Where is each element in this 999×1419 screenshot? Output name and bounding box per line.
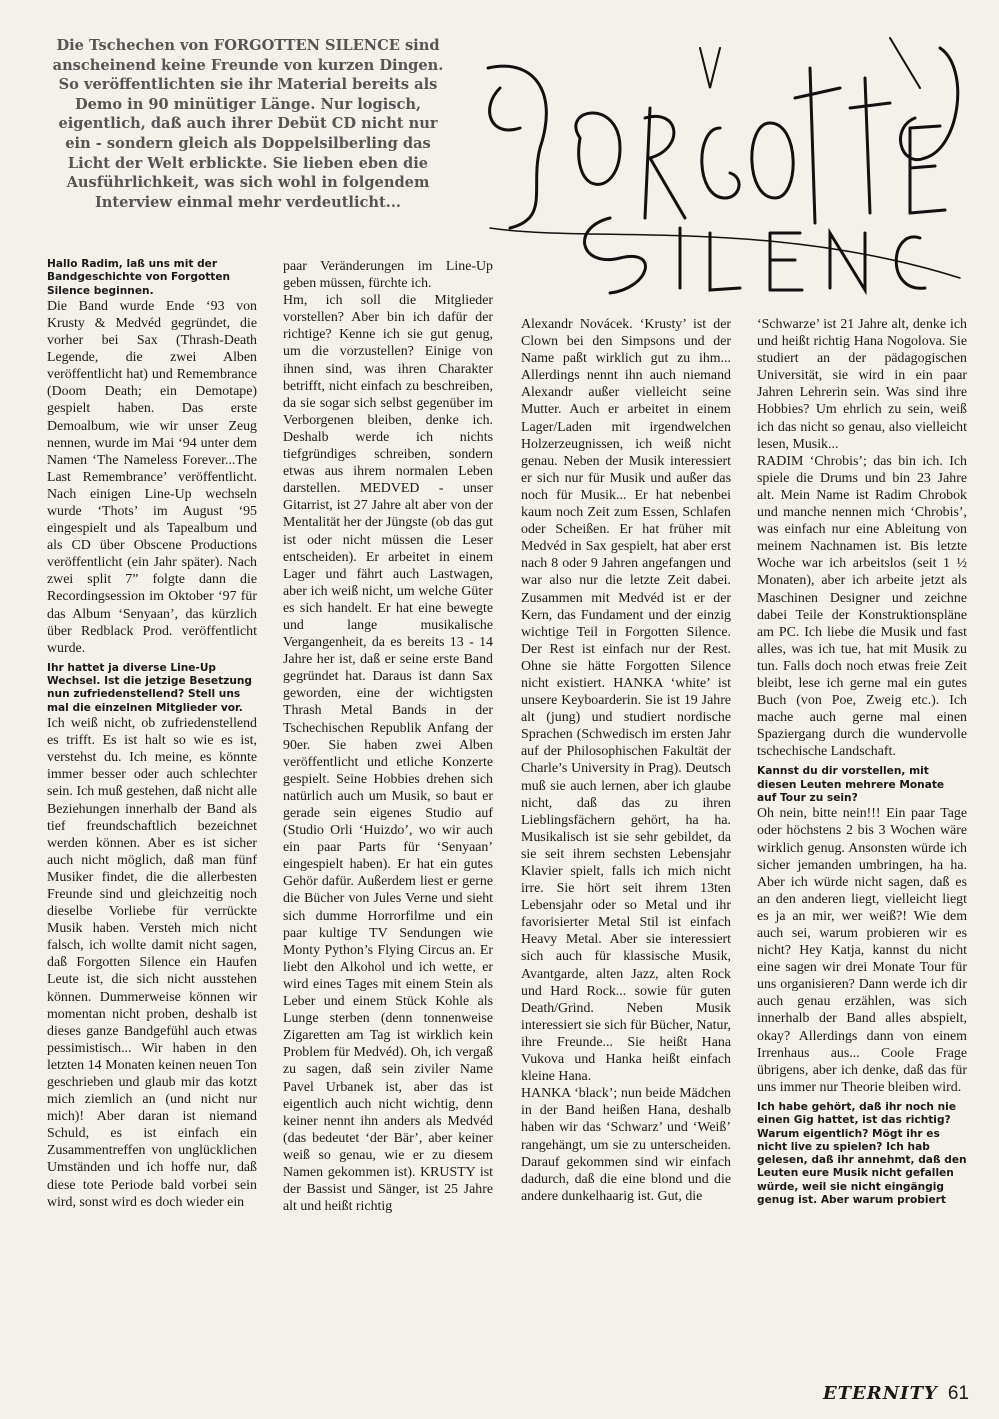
article-column-2	[283, 258, 493, 1378]
interview-question: Hallo Radim, laß uns mit der Bandgeschichte von Forgotten Silence beginnen.	[47, 258, 231, 297]
interview-answer: Alexandr Novácek. ‘Krusty’ ist der Clown bei den Simpsons und der Name paßt wirklich gut zu ihm... Allerdings nennt ihn auch niemand Alexandr außer vielleicht seine Mutter. Auch er arbeitet in einem Lager/Laden mit irgendwelchen Holzerzeugnissen, ich weiß nicht genau. Neben der Musik interessiert er sich nur für Musik und außer das noch für Musik... Er hat nebenbei kaum noch Zeit zum Essen, Schlafen oder Scheißen. Er hat früher mit Medvéd in Sax gespielt, hat aber erst nach 8 oder 9 Jahren angefangen und war also nur die letzte Zeit dabei. Zusammen mit Medvéd ist er der Kern, das Fundament und der einzig wichtige Teil in Forgotten Silence. Der Rest ist einfach nur der Rest. Ohne sie hätte Forgotten Silence nicht existiert. HANKA ‘white’ ist unsere Keyboarderin. Sie ist 19 Jahre alt (jung) und studiert nordische Sprachen (Schwedisch im ersten Jahr auf der Philosophischen Fakultät der Charle’s University in Prag). Deutsch muß sie auch lernen, aber ich glaube nicht, daß das zu ihren Lieblingsfächern gehört, ha ha. Musikalisch ist sie sehr gebildet, da sie seit ihrem sechsten Lebensjahr Klavier spielt, falls ich mich nicht irre. Sie hört seit ihrem 13ten Lebensjahr oder so Metal und ihr favorisierter Metal Stil ist einfach Heavy Metal. Aber sie interessiert sich auch für klassische Musik, Avantgarde, alten Jazz, alten Rock und Hard Rock... sowie für guten Death/Grind. Neben Musik interessiert sie sich für Bücher, Natur, ihre Freunde... Sie heißt Hana Vukova und Hanka heißt einfach kleine Hana.	[521, 317, 731, 1085]
intro-text: Die Tschechen von FORGOTTEN SILENCE sind anscheinend keine Freunde von kurzen Dingen. So veröffentlichten sie ihr Material bereits als Demo in 90 minütiger Länge. Nur logisch, eigentlich, daß auch ihrer Debüt CD nicht nur ein - sondern gleich als Doppelsilberling das Licht der Welt erblickte. Sie lieben eben die Ausführlichkeit, was sich wohl in folgendem Interview einmal mehr verdeutlicht...	[52, 37, 444, 211]
article-column-3	[521, 316, 731, 1378]
page-footer	[823, 1383, 969, 1405]
magazine-brand: ETERNITY	[822, 1383, 938, 1404]
interview-question: Ihr hattet ja diverse Line-Up Wechsel. Ist die jetzige Besetzung nun zufriedenstellend? Stell uns mal die einzelnen Mitglieder vor.	[47, 661, 253, 714]
interview-answer: Die Band wurde Ende ‘93 von Krusty & Medvéd gegründet, die vorher bei Sax (Thrash-Death Legende, die zwei Alben veröffentlicht hat) und Remembrance (Doom Death; ein Demotape) gespielt haben. Das erste Demoalbum, wie wir unser Zeug nennen, wurde im Mai ‘94 unter dem Namen ‘The Nameless Forever...The Last Remembrance’ veröffentlicht. Nach einigen Line-Up wechseln wurde ‘Thots’ im August ‘95 eingespielt und als Tapealbum und als CD über Obscene Productions veröffentlicht (ein Jahr später). Nach zwei split 7” folgte dann die Recordingsession im Oktober ‘97 für das Album ‘Senyaan’, das kürzlich über Redblack Prod. veröffentlicht wurde.	[47, 298, 257, 656]
page-number: 61	[947, 1383, 969, 1404]
logo-text: Forgotten Silence	[720, 178, 728, 179]
interview-answer: RADIM ‘Chrobis’; das bin ich. Ich spiele die Drums und bin 23 Jahre alt. Mein Name ist Radim Chrobok und manche nennen mich ‘Chrobis’, was einfach nur eine Ableitung von meinem Nachnamen ist. Bis letzte Woche war ich arbeitslos (seit 1 ½ Monaten), aber ich arbeite jetzt als Maschinen Designer und zeichne dabei Teile der Konstruktionspläne am PC. Ich liebe die Musik und fast alles, was ich tue, hat mit Musik zu tun. Falls doch noch etwas freie Zeit bleibt, lese ich gerne mal ein gutes Buch (von Poe, Zweig etc.). Ich mache auch gerne mal einen Spaziergang durch die wundervolle tschechische Landschaft.	[757, 453, 967, 760]
interview-question: Ich habe gehört, daß ihr noch nie einen Gig hattet, ist das richtig? Warum eigentlich? Mögt ihr es nicht live zu spielen? Ich hab gelesen, daß ihr annehmt, daß den Leuten eure Musik nicht gefallen würde, weil sie nicht eingängig genug ist. Aber warum probiert	[757, 1100, 967, 1206]
interview-answer: ‘Schwarze’ ist 21 Jahre alt, denke ich und heißt richtig Hana Nogolova. Sie studiert an der pädagogischen Universität, sie wird in ein paar Jahren Lehrerin sein. Was sind ihre Hobbies? Um ehrlich zu sein, weiß ich das nicht so genau, also vielleicht lesen, Musik...	[757, 317, 967, 452]
band-logo	[470, 28, 978, 313]
interview-answer: Hm, ich soll die Mitglieder vorstellen? Aber bin ich dafür der richtige? Kenne ich sie gut genug, um die vorzustellen? Einige von ihnen sind, was ihren Charakter betrifft, nicht einfach zu beschreiben, da sie sogar sich selbst gegenüber im Verborgenen bleiben, denke ich. Deshalb werde ich nichts tiefgründiges schreiben, sondern etwas aus ihrem normalen Leben darstellen. MEDVED - unser Gitarrist, ist 27 Jahre alt aber von der Mentalität her der Jüngste (ob das gut ist oder nicht müssen die Leser entscheiden). Er arbeitet in einem Lager und fährt auch Lastwagen, aber ich weiß nicht, um welche Güter es sich handelt. Er hat eine bewegte und lange musikalische Vergangenheit, da es bereits 13 - 14 Jahre her ist, daß er seine erste Band gegründet hat. Daraus ist dann Sax geworden, eine der wichtigsten Thrash Metal Bands in der Tschechischen Republik Anfang der 90er. Sie haben zwei Alben veröffentlicht und etliche Konzerte gespielt. Seine Hobbies drehen sich natürlich auch um Musik, so baut er gerade sein eigenes Studio auf (Studio Orli ‘Huizdo’, wo wir auch ein paar Parts für ‘Senyaan’ eingespielt haben). Er hat ein gutes Gehör dafür. Außerdem liest er gerne die Bücher von Jules Verne und sieht sich dumme Horrorfilme und ein paar kultige TV Sendungen wie Monty Python’s Flying Circus an. Er liebt den Alkohol und ich wette, er wird eines Tages mit einem Stein als Leber und einem Stück Kohle als Lunge sterben (denn tonnenweise Zigaretten am Tag ist wirklich kein Problem für Medvéd). Oh, ich vergaß zu sagen, daß sein ziviler Name Pavel Urbanek ist, aber das ist eigentlich auch nicht wichtig, denn keiner nennt ihn anders als Medvéd (das bedeutet ‘der Bär’, aber keiner weiß so genau, wie er zu diesem Namen gekommen ist). KRUSTY ist der Bassist und Sänger, ist 25 Jahre alt und heißt richtig	[283, 293, 493, 1215]
interview-answer: paar Veränderungen im Line-Up geben müssen, fürchte ich.	[283, 259, 493, 292]
interview-answer: Ich weiß nicht, ob zufriedenstellend es trifft. Es ist halt so wie es ist, verstehst du. Ich meine, es könnte immer besser oder auch schlechter sein. Ich muß gestehen, daß nicht alle Beziehungen innerhalb der Band als tief freundschaftlich bezeichnet werden können. Aber es ist sicher auch nicht möglich, daß man fünf Musiker findet, die die allerbesten Freunde sind und gleichzeitig noch dieselbe Vorliebe für verrückte Musik haben. Versteh mich nicht falsch, ich wollte damit nicht sagen, daß Forgotten Silence ein Haufen Leute ist, die sich nicht ausstehen können. Dummerweise können wir momentan nicht proben, deshalb ist dieses ganze Bandgefühl auch etwas pessimistisch... Wir haben in den letzten 14 Monaten keinen neuen Ton geschrieben und glaub mir das kotzt mich ziemlich an (und nicht nur mich)! Aber daran ist niemand Schuld, es ist einfach ein Zusammentreffen von unglücklichen Umständen und ich hoffe nur, daß diese tote Periode bald vorbei sein wird, sonst wird es doch wieder ein	[47, 716, 257, 1210]
interview-answer: HANKA ‘black’; nun beide Mädchen in der Band heißen Hana, deshalb haben wir das ‘Schwarz’ und ‘Weiß’ rangehängt, um sie zu unterscheiden. Darauf gekommen sind wir einfach dadurch, daß die eine blond und die andere dunkelhaarig ist. Gut, die	[521, 1086, 731, 1204]
interview-answer: Oh nein, bitte nein!!! Ein paar Tage oder höchstens 2 bis 3 Wochen wäre wirklich genug. Ansonsten würde ich sicher jemanden umbringen, ha ha. Aber ich würde nicht sagen, daß es an den anderen liegt, vielleicht liegt es ja an mir, wer weiß?! Wie dem auch sei, warum probieren wir es nicht? Hey Katja, kannst du nicht eine sagen wir drei Monate Tour für uns organisieren? Dann werde ich dir auch genau erzählen, was sich innerhalb der Band alles abspielt, okay? Allerdings dann von einem Irrenhaus aus... Coole Frage übrigens, aber ich denke, daß das für uns immer nur Theorie bleiben wird.	[757, 806, 967, 1095]
interview-question: Kannst du dir vorstellen, mit diesen Leuten mehrere Monate auf Tour zu sein?	[757, 765, 945, 805]
article-column-4	[757, 316, 967, 1378]
article-column-1	[47, 258, 257, 1378]
